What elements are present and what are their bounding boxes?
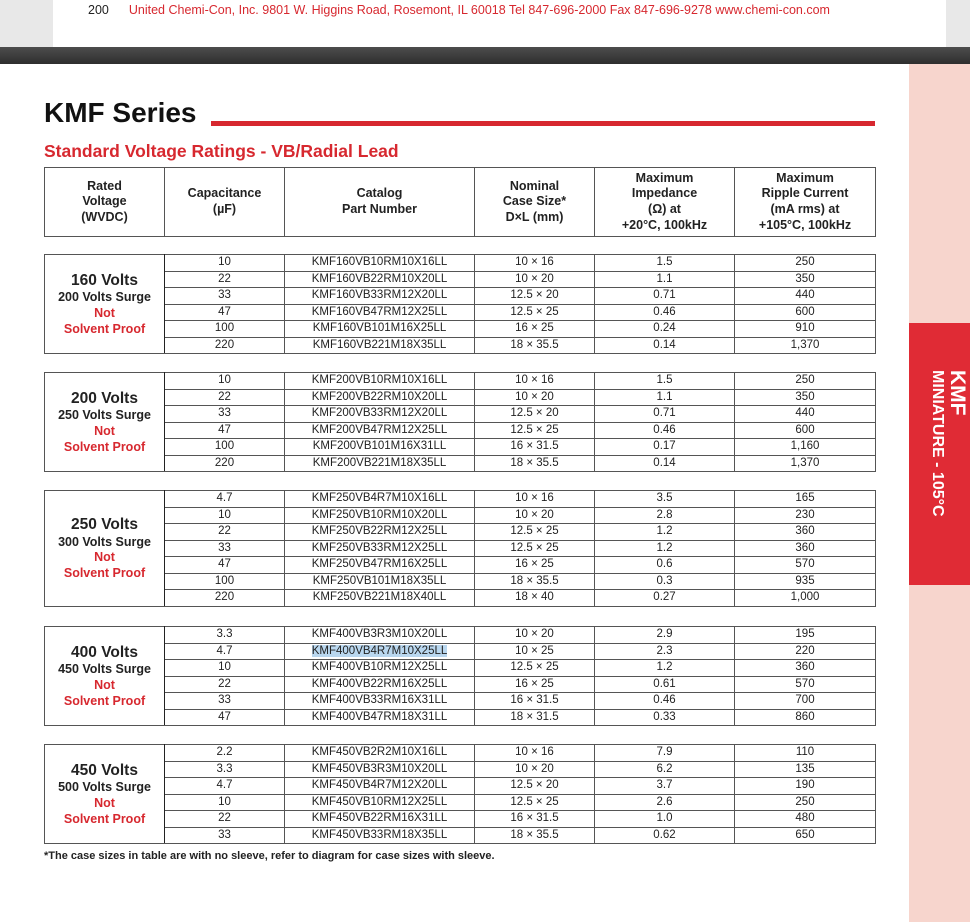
ripple-cell: 860 [735, 709, 876, 726]
case-size-cell: 10 × 16 [475, 373, 595, 390]
capacitance-cell: 3.3 [165, 627, 285, 644]
part-number-cell: KMF400VB3R3M10X20LL [285, 627, 475, 644]
header-case-size: Nominal Case Size* D×L (mm) [475, 168, 595, 237]
highlighted-part-number: KMF400VB4R7M10X25LL [311, 644, 448, 657]
case-size-cell: 12.5 × 25 [475, 794, 595, 811]
impedance-cell: 0.62 [595, 827, 735, 844]
table-row [45, 827, 876, 844]
case-size-cell: 16 × 25 [475, 321, 595, 338]
part-number-cell: KMF400VB33RM16X31LL [285, 693, 475, 710]
case-size-cell: 16 × 25 [475, 557, 595, 574]
table-row [45, 676, 876, 693]
part-number-cell: KMF160VB221M18X35LL [285, 337, 475, 354]
ripple-cell: 230 [735, 507, 876, 524]
impedance-cell: 1.1 [595, 389, 735, 406]
impedance-cell: 0.46 [595, 304, 735, 321]
table-row [45, 455, 876, 472]
part-number-cell: KMF250VB22RM12X25LL [285, 524, 475, 541]
impedance-cell: 0.33 [595, 709, 735, 726]
ripple-cell: 360 [735, 524, 876, 541]
impedance-cell: 0.71 [595, 288, 735, 305]
part-number-cell: KMF450VB33RM18X35LL [285, 827, 475, 844]
case-size-cell: 10 × 20 [475, 627, 595, 644]
impedance-cell: 2.3 [595, 643, 735, 660]
solvent-note: Solvent Proof [63, 439, 146, 454]
table-row [45, 660, 876, 677]
capacitance-cell: 10 [165, 373, 285, 390]
ripple-cell: 135 [735, 761, 876, 778]
capacitance-cell: 100 [165, 573, 285, 590]
ripple-cell: 360 [735, 660, 876, 677]
case-size-cell: 10 × 25 [475, 643, 595, 660]
capacitance-cell: 220 [165, 337, 285, 354]
table-row [45, 337, 876, 354]
ripple-cell: 650 [735, 827, 876, 844]
capacitance-cell: 33 [165, 540, 285, 557]
table-row [45, 491, 876, 508]
section-subtitle: Standard Voltage Ratings - VB/Radial Lead [44, 141, 399, 161]
impedance-cell: 2.8 [595, 507, 735, 524]
impedance-cell: 0.71 [595, 406, 735, 423]
side-tab-series: KMF [946, 370, 969, 416]
part-number-cell: KMF450VB3R3M10X20LL [285, 761, 475, 778]
rating-group [44, 490, 876, 607]
ripple-cell: 350 [735, 389, 876, 406]
impedance-cell: 1.5 [595, 255, 735, 272]
voltage-rating: 450 Volts [71, 761, 138, 779]
voltage-rating: 160 Volts [71, 271, 138, 289]
ripple-cell: 700 [735, 693, 876, 710]
table-row [45, 761, 876, 778]
part-number-cell: KMF450VB22RM16X31LL [285, 811, 475, 828]
case-size-cell: 12.5 × 20 [475, 778, 595, 795]
solvent-note: Not [94, 677, 115, 692]
case-size-cell: 18 × 35.5 [475, 337, 595, 354]
capacitance-cell: 33 [165, 693, 285, 710]
voltage-rating: 200 Volts [71, 389, 138, 407]
voltage-label [45, 255, 165, 354]
case-size-cell: 18 × 35.5 [475, 573, 595, 590]
table-row [45, 507, 876, 524]
capacitance-cell: 22 [165, 811, 285, 828]
ripple-cell: 1,160 [735, 439, 876, 456]
part-number-cell: KMF160VB22RM10X20LL [285, 271, 475, 288]
surge-rating: 250 Volts Surge [58, 408, 151, 423]
impedance-cell: 1.2 [595, 540, 735, 557]
table-row [45, 321, 876, 338]
case-size-cell: 12.5 × 25 [475, 422, 595, 439]
case-size-cell: 10 × 20 [475, 389, 595, 406]
ripple-cell: 570 [735, 557, 876, 574]
table-row [45, 422, 876, 439]
header-catalog: Catalog Part Number [285, 168, 475, 237]
voltage-label [45, 491, 165, 607]
table-row [45, 288, 876, 305]
surge-rating: 450 Volts Surge [58, 662, 151, 677]
top-left-margin [0, 0, 53, 47]
impedance-cell: 1.2 [595, 524, 735, 541]
header-capacitance: Capacitance (µF) [165, 168, 285, 237]
impedance-cell: 0.61 [595, 676, 735, 693]
table-row [45, 439, 876, 456]
impedance-cell: 7.9 [595, 745, 735, 762]
capacitance-cell: 22 [165, 271, 285, 288]
capacitance-cell: 33 [165, 288, 285, 305]
case-size-cell: 12.5 × 20 [475, 288, 595, 305]
ripple-cell: 195 [735, 627, 876, 644]
table-row [45, 811, 876, 828]
header-ripple: Maximum Ripple Current (mA rms) at +105°C, 100kHz [735, 168, 876, 237]
capacitance-cell: 100 [165, 321, 285, 338]
rating-group [44, 744, 876, 844]
ripple-cell: 1,370 [735, 337, 876, 354]
case-size-cell: 10 × 16 [475, 255, 595, 272]
voltage-label [45, 745, 165, 844]
ripple-cell: 250 [735, 255, 876, 272]
table-row [45, 540, 876, 557]
impedance-cell: 2.9 [595, 627, 735, 644]
voltage-rating: 400 Volts [71, 643, 138, 661]
capacitance-cell: 10 [165, 255, 285, 272]
solvent-note: Solvent Proof [63, 811, 146, 826]
case-size-cell: 18 × 35.5 [475, 827, 595, 844]
top-right-margin [946, 0, 970, 47]
table-row [45, 627, 876, 644]
impedance-cell: 3.7 [595, 778, 735, 795]
part-number-cell: KMF200VB33RM12X20LL [285, 406, 475, 423]
page-separator [0, 47, 970, 64]
capacitance-cell: 47 [165, 557, 285, 574]
case-size-cell: 16 × 25 [475, 676, 595, 693]
case-size-cell: 12.5 × 25 [475, 304, 595, 321]
part-number-cell: KMF400VB10RM12X25LL [285, 660, 475, 677]
capacitance-cell: 47 [165, 304, 285, 321]
solvent-note: Not [94, 795, 115, 810]
impedance-cell: 0.46 [595, 422, 735, 439]
page-number: 200 [88, 3, 109, 17]
case-size-cell: 16 × 31.5 [475, 439, 595, 456]
ripple-cell: 480 [735, 811, 876, 828]
voltage-rating: 250 Volts [71, 516, 138, 534]
case-size-cell: 18 × 35.5 [475, 455, 595, 472]
case-size-cell: 12.5 × 25 [475, 660, 595, 677]
capacitance-cell: 4.7 [165, 643, 285, 660]
ripple-cell: 360 [735, 540, 876, 557]
header-impedance: Maximum Impedance (Ω) at +20°C, 100kHz [595, 168, 735, 237]
part-number-cell: KMF450VB10RM12X25LL [285, 794, 475, 811]
part-number-cell: KMF250VB221M18X40LL [285, 590, 475, 607]
capacitance-cell: 22 [165, 524, 285, 541]
impedance-cell: 0.17 [595, 439, 735, 456]
ripple-cell: 935 [735, 573, 876, 590]
table-row [45, 643, 876, 660]
ripple-cell: 440 [735, 406, 876, 423]
capacitance-cell: 3.3 [165, 761, 285, 778]
table-row [45, 745, 876, 762]
capacitance-cell: 220 [165, 455, 285, 472]
table-row [45, 524, 876, 541]
ripple-cell: 250 [735, 373, 876, 390]
part-number-cell: KMF160VB101M16X25LL [285, 321, 475, 338]
table-header [44, 167, 876, 237]
case-size-cell: 18 × 31.5 [475, 709, 595, 726]
case-size-cell: 12.5 × 25 [475, 540, 595, 557]
capacitance-cell: 4.7 [165, 491, 285, 508]
voltage-label [45, 373, 165, 472]
page-footer [88, 3, 830, 17]
table-row [45, 271, 876, 288]
ripple-cell: 1,000 [735, 590, 876, 607]
capacitance-cell: 47 [165, 709, 285, 726]
impedance-cell: 0.3 [595, 573, 735, 590]
impedance-cell: 0.24 [595, 321, 735, 338]
case-size-cell: 12.5 × 20 [475, 406, 595, 423]
part-number-cell: KMF200VB47RM12X25LL [285, 422, 475, 439]
solvent-note: Not [94, 305, 115, 320]
table-row [45, 709, 876, 726]
table-row [45, 794, 876, 811]
ripple-cell: 570 [735, 676, 876, 693]
capacitance-cell: 220 [165, 590, 285, 607]
table-row [45, 406, 876, 423]
impedance-cell: 0.14 [595, 337, 735, 354]
impedance-cell: 1.2 [595, 660, 735, 677]
case-size-cell: 10 × 20 [475, 507, 595, 524]
case-size-cell: 10 × 20 [475, 761, 595, 778]
ripple-cell: 165 [735, 491, 876, 508]
solvent-note: Solvent Proof [63, 565, 146, 580]
part-number-cell: KMF250VB33RM12X25LL [285, 540, 475, 557]
ripple-cell: 910 [735, 321, 876, 338]
capacitance-cell: 10 [165, 660, 285, 677]
surge-rating: 500 Volts Surge [58, 780, 151, 795]
impedance-cell: 0.6 [595, 557, 735, 574]
impedance-cell: 1.1 [595, 271, 735, 288]
part-number-cell: KMF200VB22RM10X20LL [285, 389, 475, 406]
capacitance-cell: 33 [165, 406, 285, 423]
case-size-cell: 10 × 16 [475, 745, 595, 762]
case-size-cell: 10 × 20 [475, 271, 595, 288]
ripple-cell: 250 [735, 794, 876, 811]
capacitance-cell: 2.2 [165, 745, 285, 762]
ripple-cell: 600 [735, 304, 876, 321]
table-row [45, 373, 876, 390]
table-row [45, 389, 876, 406]
part-number-cell: KMF400VB22RM16X25LL [285, 676, 475, 693]
table-row [45, 255, 876, 272]
capacitance-cell: 47 [165, 422, 285, 439]
capacitance-cell: 22 [165, 389, 285, 406]
rating-group [44, 372, 876, 472]
capacitance-cell: 10 [165, 794, 285, 811]
part-number-cell: KMF450VB4R7M12X20LL [285, 778, 475, 795]
footnote: *The case sizes in table are with no sleeve, refer to diagram for case sizes with sleeve. [44, 850, 495, 862]
page-title: KMF Series [44, 97, 197, 128]
part-number-cell: KMF400VB47RM18X31LL [285, 709, 475, 726]
case-size-cell: 16 × 31.5 [475, 693, 595, 710]
part-number-cell: KMF200VB101M16X31LL [285, 439, 475, 456]
case-size-cell: 16 × 31.5 [475, 811, 595, 828]
capacitance-cell: 22 [165, 676, 285, 693]
part-number-cell: KMF250VB10RM10X20LL [285, 507, 475, 524]
capacitance-cell: 10 [165, 507, 285, 524]
header-rated-voltage: Rated Voltage (WVDC) [45, 168, 165, 237]
part-number-cell: KMF160VB33RM12X20LL [285, 288, 475, 305]
rating-group [44, 626, 876, 726]
ripple-cell: 190 [735, 778, 876, 795]
solvent-note: Solvent Proof [63, 321, 146, 336]
table-row [45, 590, 876, 607]
side-tab-subtitle: MINIATURE - 105°C [928, 370, 946, 517]
capacitance-cell: 33 [165, 827, 285, 844]
table-row [45, 693, 876, 710]
impedance-cell: 1.0 [595, 811, 735, 828]
ripple-cell: 600 [735, 422, 876, 439]
table-row [45, 778, 876, 795]
ripple-cell: 220 [735, 643, 876, 660]
ripple-cell: 350 [735, 271, 876, 288]
surge-rating: 300 Volts Surge [58, 534, 151, 549]
part-number-cell: KMF450VB2R2M10X16LL [285, 745, 475, 762]
impedance-cell: 0.46 [595, 693, 735, 710]
part-number-cell: KMF200VB10RM10X16LL [285, 373, 475, 390]
case-size-cell: 10 × 16 [475, 491, 595, 508]
surge-rating: 200 Volts Surge [58, 290, 151, 305]
company-address: United Chemi-Con, Inc. 9801 W. Higgins Road, Rosemont, IL 60018 Tel 847-696-2000 Fax 847-696-9278 www.chemi-con.com [128, 3, 830, 17]
case-size-cell: 12.5 × 25 [475, 524, 595, 541]
ripple-cell: 440 [735, 288, 876, 305]
solvent-note: Not [94, 550, 115, 565]
impedance-cell: 3.5 [595, 491, 735, 508]
capacitance-cell: 4.7 [165, 778, 285, 795]
case-size-cell: 18 × 40 [475, 590, 595, 607]
part-number-cell: KMF250VB47RM16X25LL [285, 557, 475, 574]
rating-group [44, 254, 876, 354]
part-number-cell: KMF200VB221M18X35LL [285, 455, 475, 472]
capacitance-cell: 100 [165, 439, 285, 456]
solvent-note: Solvent Proof [63, 693, 146, 708]
title-rule [211, 121, 875, 126]
part-number-cell: KMF250VB101M18X35LL [285, 573, 475, 590]
table-row [45, 557, 876, 574]
impedance-cell: 2.6 [595, 794, 735, 811]
ripple-cell: 1,370 [735, 455, 876, 472]
impedance-cell: 0.27 [595, 590, 735, 607]
impedance-cell: 6.2 [595, 761, 735, 778]
solvent-note: Not [94, 423, 115, 438]
part-number-cell: KMF160VB47RM12X25LL [285, 304, 475, 321]
part-number-cell: KMF160VB10RM10X16LL [285, 255, 475, 272]
table-row [45, 573, 876, 590]
impedance-cell: 1.5 [595, 373, 735, 390]
part-number-cell [285, 643, 475, 660]
part-number-cell: KMF250VB4R7M10X16LL [285, 491, 475, 508]
impedance-cell: 0.14 [595, 455, 735, 472]
side-tab-label [928, 370, 969, 517]
voltage-label [45, 627, 165, 726]
table-row [45, 304, 876, 321]
ripple-cell: 110 [735, 745, 876, 762]
